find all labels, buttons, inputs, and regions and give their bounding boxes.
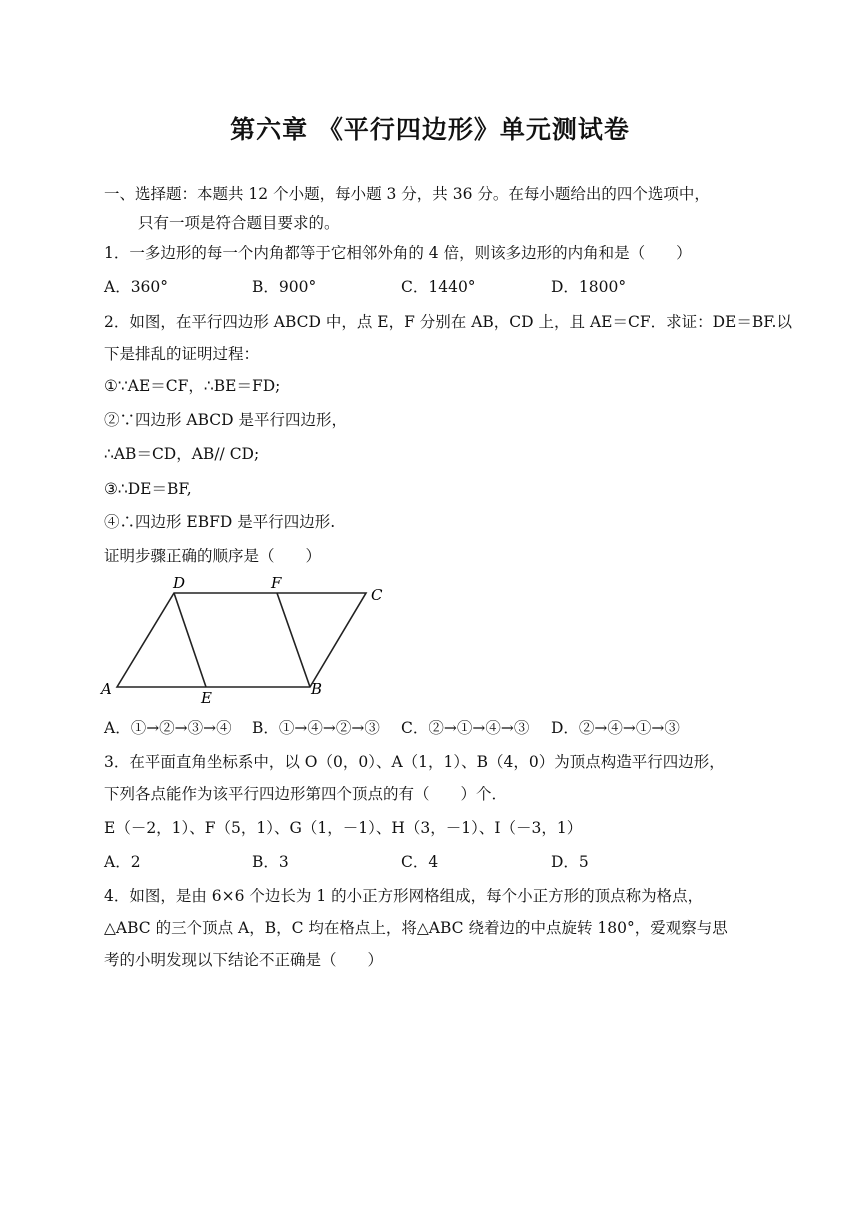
proof-step-1: ①∵AE＝CF，∴BE＝FD;: [104, 377, 281, 395]
page-title: 第六章 《平行四边形》单元测试卷: [230, 115, 630, 144]
question-4-stem-line2: △ABC 的三个顶点 A，B，C 均在格点上，将△ABC 绕着边的中点旋转 180°，爱观察与思: [104, 919, 728, 937]
q2-option-d: D．②→④→①→③: [551, 719, 680, 737]
parallelogram-abcd: [117, 593, 366, 687]
q3-option-b: B．3: [252, 853, 289, 871]
label-a: A: [101, 680, 112, 698]
segment-fb: [277, 593, 310, 687]
question-3-points: E（－2，1）、F（5，1）、G（1，－1）、H（3，－1）、I（－3，1）: [104, 819, 583, 837]
q2-option-b: B．①→④→②→③: [252, 719, 380, 737]
q1-option-a: A．360°: [104, 278, 169, 296]
label-b: B: [311, 680, 323, 698]
question-2-stem-line1: 2．如图，在平行四边形 ABCD 中，点 E，F 分别在 AB，CD 上，且 AE＝CF．求证：DE＝BF.以: [104, 313, 792, 331]
question-4-stem-line1: 4．如图，是由 6×6 个边长为 1 的小正方形网格组成，每个小正方形的顶点称为格点，: [104, 887, 704, 905]
question-4-stem-line3: 考的小明发现以下结论不正确是（ ）: [104, 951, 384, 969]
question-1-stem: 1．一多边形的每一个内角都等于它相邻外角的 4 倍，则该多边形的内角和是（ ）: [104, 244, 692, 262]
q3-option-d: D．5: [551, 853, 589, 871]
question-2-stem-line2: 下是排乱的证明过程：: [104, 345, 260, 363]
proof-step-2a: ②∵四边形 ABCD 是平行四边形，: [104, 411, 348, 429]
q2-option-c: C．②→①→④→③: [401, 719, 530, 737]
section-heading-line2: 只有一项是符合题目要求的。: [138, 214, 340, 232]
q1-option-c: C．1440°: [401, 278, 476, 296]
question-3-stem-line1: 3．在平面直角坐标系中，以 O（0，0）、A（1，1）、B（4，0）为顶点构造平行四边形，: [104, 753, 725, 771]
question-3-stem-line2: 下列各点能作为该平行四边形第四个顶点的有（ ）个．: [104, 785, 508, 803]
parallelogram-figure: [95, 570, 395, 710]
q3-option-c: C．4: [401, 853, 439, 871]
q1-option-d: D．1800°: [551, 278, 627, 296]
proof-step-2b: ∴AB＝CD，AB// CD;: [104, 445, 260, 463]
q1-option-b: B．900°: [252, 278, 317, 296]
q2-option-a: A．①→②→③→④: [104, 719, 232, 737]
label-f: F: [271, 574, 282, 592]
question-2-ask: 证明步骤正确的顺序是（ ）: [104, 547, 322, 565]
proof-step-4: ④∴四边形 EBFD 是平行四边形.: [104, 513, 336, 531]
label-e: E: [201, 689, 212, 707]
section-heading-line1: 一、选择题：本题共 12 个小题，每小题 3 分，共 36 分。在每小题给出的四个选项中，: [104, 185, 710, 203]
label-d: D: [173, 574, 186, 592]
q3-option-a: A．2: [104, 853, 141, 871]
label-c: C: [371, 586, 383, 604]
segment-de: [174, 593, 206, 687]
proof-step-3: ③∴DE＝BF,: [104, 480, 192, 498]
